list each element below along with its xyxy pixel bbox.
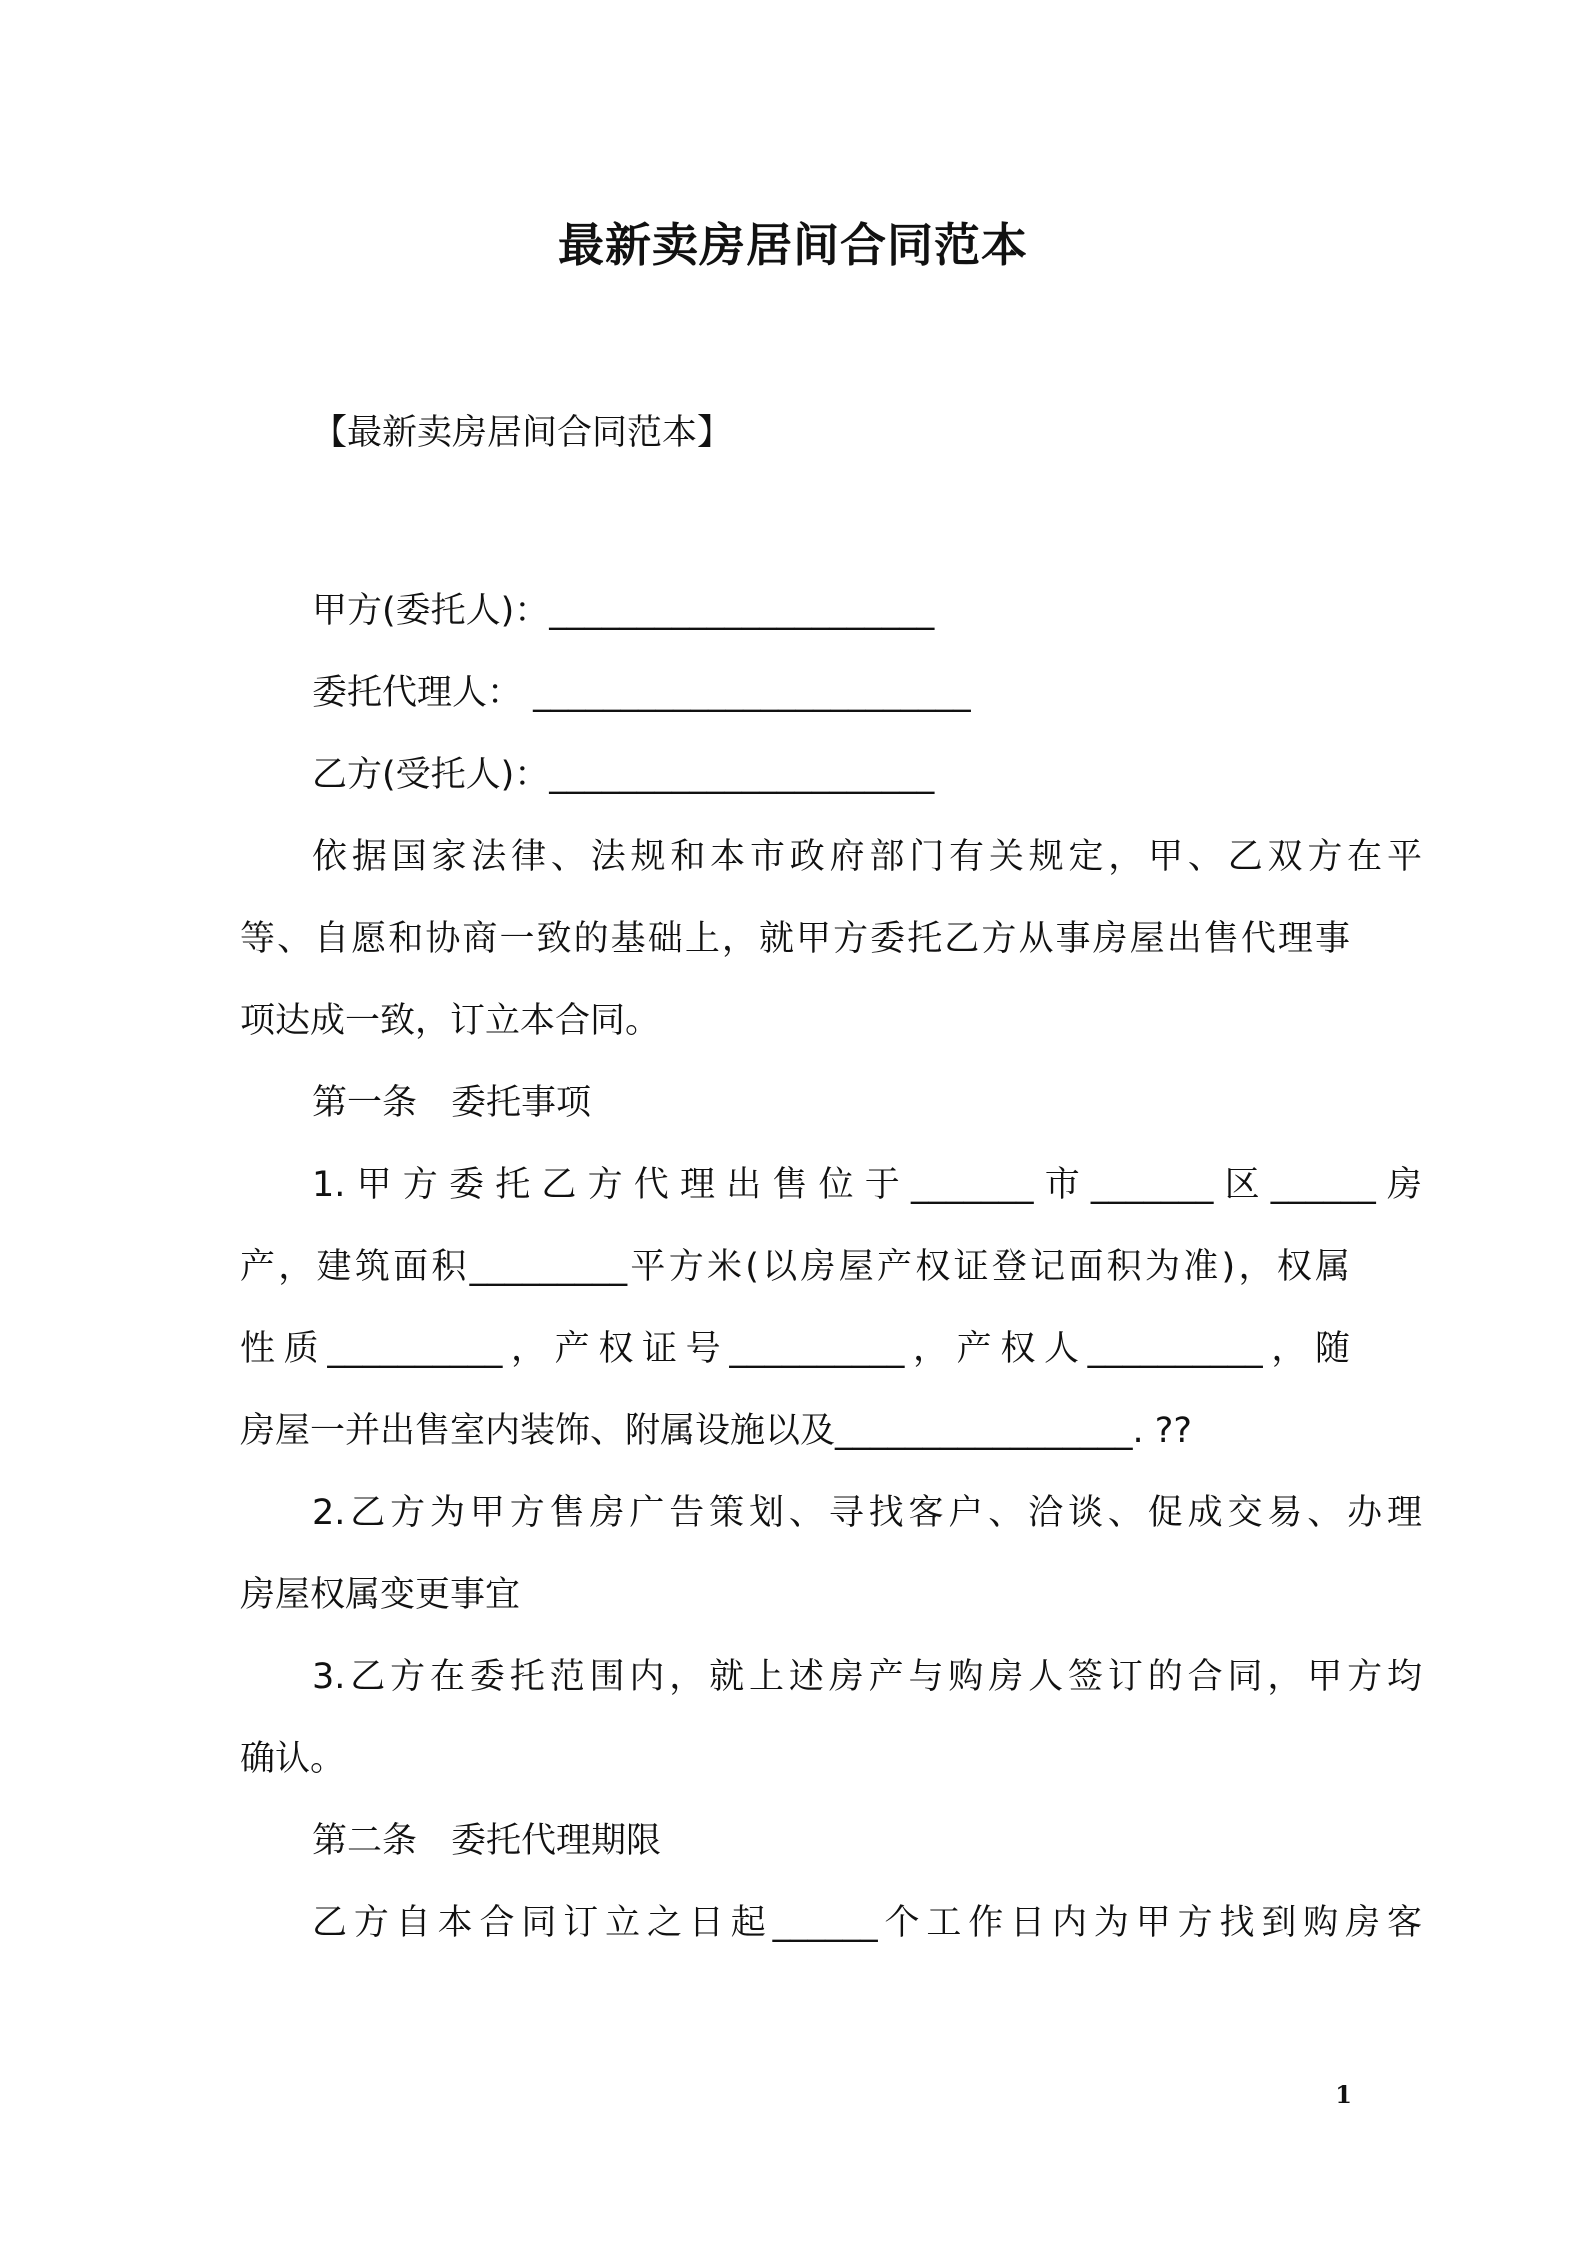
agent-line: 委托代理人： _________________________	[312, 673, 971, 713]
article-2-text: 乙方自本合同订立之日起______个工作日内为甲方找到购房客	[312, 1903, 1422, 1943]
item-1-line-3: 性质__________，产权证号__________，产权人__________，随	[240, 1329, 1350, 1369]
item-1-line-4: 房屋一并出售室内装饰、附属设施以及_________________. ??	[240, 1411, 1192, 1451]
article-2-number: 第二条	[312, 1821, 418, 1861]
document-subtitle: 【最新卖房居间合同范本】	[312, 413, 733, 453]
item-2-line-1: 2.乙方为甲方售房广告策划、寻找客户、洽谈、促成交易、办理	[312, 1493, 1422, 1533]
article-2-heading	[240, 1816, 1422, 1866]
item-2-line-2: 房屋权属变更事宜	[240, 1575, 521, 1615]
item-1-line-1: 1.甲方委托乙方代理出售位于_______市_______区______房	[312, 1165, 1422, 1205]
party-a-line: 甲方(委托人)：______________________	[312, 591, 935, 631]
item-3-line-1: 3.乙方在委托范围内，就上述房产与购房人签订的合同，甲方均	[312, 1657, 1422, 1697]
article-2-title: 委托代理期限	[451, 1821, 662, 1861]
article-1-number: 第一条	[312, 1083, 418, 1123]
document-title: 最新卖房居间合同范本	[558, 218, 1028, 272]
item-1-line-2: 产，建筑面积_________平方米(以房屋产权证登记面积为准)，权属	[240, 1247, 1350, 1287]
item-3-line-2: 确认。	[240, 1739, 346, 1779]
intro-line-3: 项达成一致，订立本合同。	[240, 1001, 661, 1041]
intro-line-2: 等、自愿和协商一致的基础上，就甲方委托乙方从事房屋出售代理事	[240, 919, 1350, 959]
page-number: 1	[1335, 2080, 1352, 2109]
article-1-heading	[240, 1078, 1422, 1128]
party-b-line: 乙方(受托人)：______________________	[312, 755, 935, 795]
article-1-title: 委托事项	[451, 1083, 592, 1123]
intro-line-1: 依据国家法律、法规和本市政府部门有关规定，甲、乙双方在平	[312, 837, 1422, 877]
